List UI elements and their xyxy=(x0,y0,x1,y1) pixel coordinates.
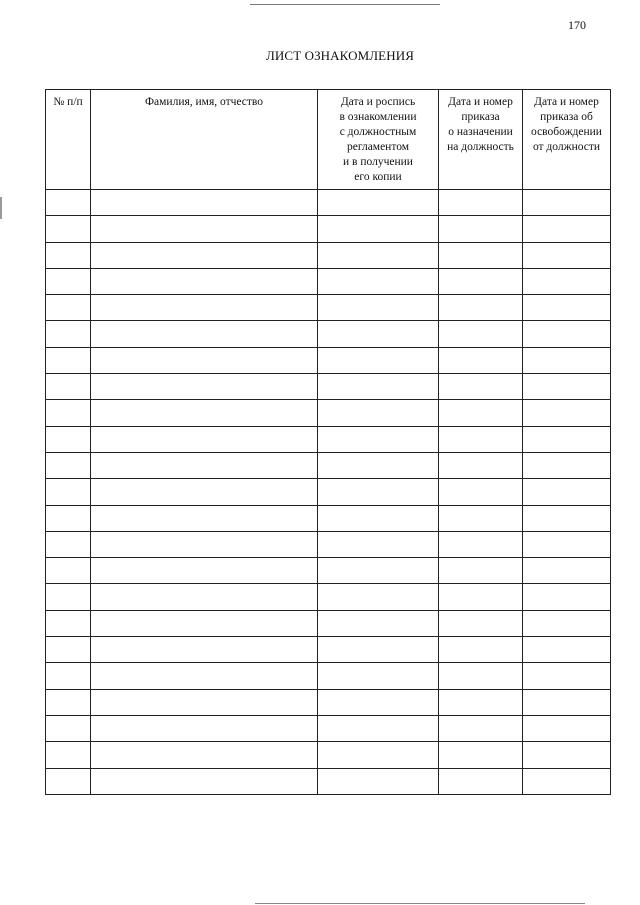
header-line: Дата и номер xyxy=(534,96,599,108)
table-cell xyxy=(439,295,523,321)
table-cell xyxy=(91,400,318,426)
table-cell xyxy=(523,479,611,505)
table-cell xyxy=(91,637,318,663)
table-cell xyxy=(91,584,318,610)
table-cell xyxy=(46,374,91,400)
table-cell xyxy=(46,663,91,689)
header-line: приказа об xyxy=(540,111,593,123)
table-row xyxy=(46,190,611,216)
table-cell xyxy=(46,558,91,584)
table-cell xyxy=(439,400,523,426)
header-line: о назначении xyxy=(448,126,513,138)
table-cell xyxy=(318,715,439,741)
table-cell xyxy=(318,768,439,794)
table-cell xyxy=(318,400,439,426)
table-cell xyxy=(523,637,611,663)
scan-edge-bottom xyxy=(255,903,585,904)
table-cell xyxy=(91,321,318,347)
header-line: регламентом xyxy=(346,141,410,153)
table-cell xyxy=(318,505,439,531)
table-cell xyxy=(46,216,91,242)
table-row xyxy=(46,452,611,478)
table-cell xyxy=(523,610,611,636)
table-cell xyxy=(439,374,523,400)
table-cell xyxy=(439,347,523,373)
table-cell xyxy=(523,190,611,216)
table-cell xyxy=(46,637,91,663)
table-cell xyxy=(439,584,523,610)
table-cell xyxy=(318,452,439,478)
table-cell xyxy=(439,742,523,768)
table-cell xyxy=(91,216,318,242)
table-cell xyxy=(318,479,439,505)
table-cell xyxy=(439,242,523,268)
header-line: № п/п xyxy=(53,96,83,108)
table-cell xyxy=(318,190,439,216)
table-cell xyxy=(318,637,439,663)
table-cell xyxy=(523,505,611,531)
table-header-row xyxy=(46,90,611,190)
table-cell xyxy=(439,479,523,505)
table-cell xyxy=(523,347,611,373)
header-appointment-order xyxy=(439,90,523,190)
table-cell xyxy=(46,768,91,794)
table-cell xyxy=(91,242,318,268)
table-row xyxy=(46,479,611,505)
table-cell xyxy=(91,558,318,584)
header-line: с должностным xyxy=(339,126,417,138)
table-cell xyxy=(523,426,611,452)
table-row xyxy=(46,742,611,768)
table-row xyxy=(46,689,611,715)
header-line: его копии xyxy=(354,171,402,183)
acknowledgement-table xyxy=(45,89,611,795)
table-cell xyxy=(318,558,439,584)
table-cell xyxy=(439,663,523,689)
table-cell xyxy=(46,400,91,426)
table-cell xyxy=(318,531,439,557)
table-cell xyxy=(91,531,318,557)
table-row xyxy=(46,584,611,610)
table-cell xyxy=(523,768,611,794)
header-signature-date xyxy=(318,90,439,190)
table-row xyxy=(46,663,611,689)
header-line: Дата и номер xyxy=(448,96,513,108)
header-number xyxy=(46,90,91,190)
table-cell xyxy=(523,584,611,610)
table-row xyxy=(46,268,611,294)
table-cell xyxy=(439,531,523,557)
table-cell xyxy=(91,426,318,452)
table-cell xyxy=(318,295,439,321)
table-cell xyxy=(318,426,439,452)
table-row xyxy=(46,374,611,400)
table-cell xyxy=(91,742,318,768)
table-cell xyxy=(439,768,523,794)
table-cell xyxy=(523,400,611,426)
table-cell xyxy=(46,610,91,636)
table-cell xyxy=(46,479,91,505)
header-line: освобождении xyxy=(531,126,602,138)
table-cell xyxy=(318,216,439,242)
table-row xyxy=(46,715,611,741)
table-cell xyxy=(91,689,318,715)
table-cell xyxy=(318,610,439,636)
table-row xyxy=(46,426,611,452)
table-row xyxy=(46,505,611,531)
table-cell xyxy=(523,531,611,557)
table-cell xyxy=(439,505,523,531)
table-cell xyxy=(523,321,611,347)
table-cell xyxy=(439,689,523,715)
header-line: от должности xyxy=(532,141,601,153)
table-cell xyxy=(46,584,91,610)
table-cell xyxy=(318,321,439,347)
table-cell xyxy=(46,531,91,557)
table-cell xyxy=(318,242,439,268)
table-row xyxy=(46,216,611,242)
table-cell xyxy=(523,452,611,478)
table-row xyxy=(46,295,611,321)
table-cell xyxy=(318,663,439,689)
table-cell xyxy=(439,715,523,741)
table-cell xyxy=(46,742,91,768)
table-cell xyxy=(91,610,318,636)
table-cell xyxy=(91,505,318,531)
table-row xyxy=(46,637,611,663)
table-cell xyxy=(523,689,611,715)
header-full-name xyxy=(91,90,318,190)
table-cell xyxy=(318,689,439,715)
table-cell xyxy=(523,663,611,689)
header-line: на должность xyxy=(447,141,514,153)
table-cell xyxy=(439,190,523,216)
table-cell xyxy=(46,190,91,216)
table-cell xyxy=(91,374,318,400)
table-cell xyxy=(523,742,611,768)
table-cell xyxy=(46,321,91,347)
table-cell xyxy=(439,216,523,242)
header-line: приказа xyxy=(461,111,500,123)
table-cell xyxy=(439,321,523,347)
page-title: ЛИСТ ОЗНАКОМЛЕНИЯ xyxy=(266,48,414,63)
table-row xyxy=(46,400,611,426)
table-cell xyxy=(91,295,318,321)
table-body xyxy=(46,190,611,795)
table-cell xyxy=(439,268,523,294)
table-cell xyxy=(523,242,611,268)
table-cell xyxy=(318,374,439,400)
table-cell xyxy=(318,742,439,768)
table-cell xyxy=(46,268,91,294)
table-row xyxy=(46,242,611,268)
table-cell xyxy=(523,268,611,294)
table-cell xyxy=(523,374,611,400)
header-line: Фамилия, имя, отчество xyxy=(144,96,264,108)
table-cell xyxy=(91,452,318,478)
table-cell xyxy=(523,558,611,584)
table-cell xyxy=(91,268,318,294)
table-cell xyxy=(46,295,91,321)
table-row xyxy=(46,610,611,636)
header-line: Дата и роспись xyxy=(340,96,416,108)
table-cell xyxy=(318,347,439,373)
table-cell xyxy=(318,584,439,610)
table-cell xyxy=(523,216,611,242)
table-cell xyxy=(523,295,611,321)
table-cell xyxy=(91,768,318,794)
table-cell xyxy=(46,715,91,741)
table-cell xyxy=(91,715,318,741)
table-cell xyxy=(439,610,523,636)
table-cell xyxy=(439,452,523,478)
table-cell xyxy=(91,190,318,216)
table-cell xyxy=(46,347,91,373)
table-cell xyxy=(46,426,91,452)
scan-edge-top xyxy=(250,4,440,5)
table-row xyxy=(46,768,611,794)
table-row xyxy=(46,531,611,557)
page-number: 170 xyxy=(568,18,586,32)
table-cell xyxy=(46,689,91,715)
table-cell xyxy=(523,715,611,741)
table-cell xyxy=(46,452,91,478)
table-cell xyxy=(439,637,523,663)
table-cell xyxy=(46,242,91,268)
table-cell xyxy=(318,268,439,294)
header-line: и в получении xyxy=(343,156,413,168)
table-cell xyxy=(91,663,318,689)
header-dismissal-order xyxy=(523,90,611,190)
scan-edge-left-mark xyxy=(0,197,2,219)
table-cell xyxy=(439,558,523,584)
table-cell xyxy=(91,479,318,505)
table-row xyxy=(46,347,611,373)
table-cell xyxy=(46,505,91,531)
table-cell xyxy=(439,426,523,452)
header-line: в ознакомлении xyxy=(339,111,417,123)
table-row xyxy=(46,321,611,347)
table-cell xyxy=(91,347,318,373)
table-row xyxy=(46,558,611,584)
